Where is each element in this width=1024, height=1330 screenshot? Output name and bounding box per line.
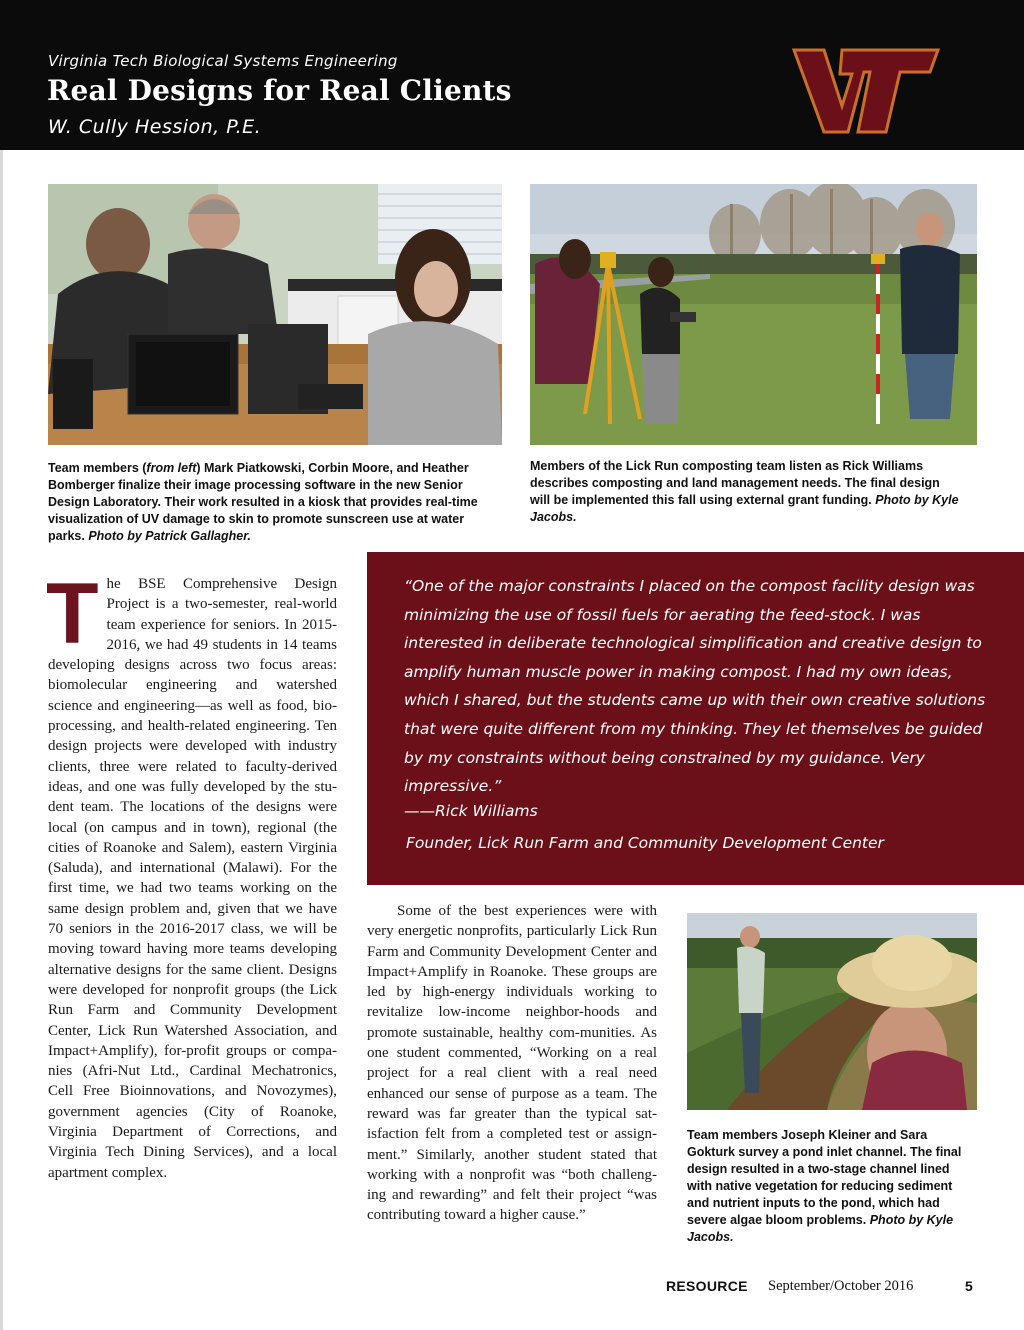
pull-quote-text: “One of the major constraints I placed on the compost facility design was minimizing the use of fossil fuels for aerating the feed-stock. I was interested in deliberate technological simplification and creative design to amplify human muscle power in making compost. I had my own ideas, which I shared, but the students came up with their own creative solutions that were quite different from my thinking. They let themselves be guided by my constraints without being constrained by my guidance. Very impressive.” (404, 577, 986, 796)
page-edge (0, 150, 3, 1330)
footer-page-number: 5 (965, 1278, 973, 1294)
footer-publication: RESOURCE (666, 1278, 748, 1294)
caption-lab-pre: Team members ( (48, 461, 147, 475)
photo-caption-field (530, 458, 960, 526)
article-body-column-middle (367, 901, 657, 1226)
caption-channel-credit: Photo by Kyle Jacobs. (687, 1213, 954, 1244)
page-header (0, 0, 1024, 150)
photo-lab-team (48, 184, 502, 445)
caption-lab-credit: Photo by Patrick Gallagher. (88, 529, 251, 543)
article-body-column-left (46, 566, 337, 1183)
caption-field-credit: Photo by Kyle Jacobs. (530, 493, 959, 524)
caption-field-text: Members of the Lick Run composting team listen as Rick Williams describes composting and land management needs. The final design will be implemented this fall using external grant funding. (530, 459, 940, 507)
pull-quote-attribution: ——Rick Williams (404, 802, 538, 820)
photo-field-team (530, 184, 977, 445)
footer-issue-date: September/October 2016 (768, 1278, 914, 1294)
photo-caption-channel (687, 1127, 977, 1246)
caption-lab-emphasis: from left (146, 461, 197, 475)
drop-cap: T (46, 566, 99, 662)
caption-channel-text: Team members Joseph Kleiner and Sara Gokturk survey a pond inlet channel. The final design resulted in a two-stage channel lined with native vegetation for reducing sediment and nutrient inputs to the pond, which had severe algae bloom problems. (687, 1128, 962, 1227)
article-paragraph-2: Some of the best experiences were with very energetic nonprofits, particularly Lick Run Farm and Community Development Center and Impact+Amplify in Roanoke. These groups are led by high-energy individuals working to revitalize low-income neighbor-hoods and promote sustainable, healthy com-munities. As one student commented, “Working on a real project for a real client with a real need enhanced our sense of purpose as a team. The reward was far greater than the typical sat-isfaction felt from a completed test or assign-ment.” Similarly, another student stated that working with a nonprofit was “both challeng-ing and rewarding” and felt their project “was contributing toward a higher cause.” (367, 903, 657, 1224)
photo-channel-survey (687, 913, 977, 1110)
caption-lab-text: ) Mark Piatkowski, Corbin Moore, and Heather Bomberger finalize their image processing software in the new Senior Design Laboratory. Their work resulted in a kiosk that provides real-time visualization of UV damage to skin to promote sunscreen use at water parks. (48, 461, 478, 543)
article-author: W. Cully Hession, P.E. (48, 116, 262, 138)
pull-quote-role: Founder, Lick Run Farm and Community Development Center (406, 834, 884, 852)
article-title: Real Designs for Real Clients (47, 74, 512, 107)
photo-caption-lab (48, 460, 502, 545)
vt-logo-icon (790, 44, 940, 136)
article-paragraph-1: he BSE Comprehensive Design Project is a two-semester, real-world team experience for seniors. In 2015-2016, we had 49 students in 14 teams developing designs across two focus areas: biomolecular engineering and watershed science and engineering—as well as food, bio-processing, and health-related engineering. Ten design projects were developed with industry clients, three were related to faculty-derived ideas, and one was fully developed by the stu-dent team. The locations of the designs were local (on campus and in town), regional (the cities of Roanoke and Salem), eastern Virginia (Saluda), and international (Malawi). For the first time, we had two teams working on the same design problem and, given that we have 70 seniors in the 2016-2017 class, we will be moving toward having more teams developing alternative designs for the same client. Designs were developed for nonprofit groups (the Lick Run Farm and Community Development Center, Lick Run Watershed Association, and Impact+Amplify), for-profit groups or compa-nies (Afri-Nut Ltd., Cardinal Mechatronics, Cell Free Bioinnovations, and Novozymes), government agencies (City of Roanoke, Virginia Department of Corrections, and Virginia Tech Dining Services), and a local apartment complex. (48, 576, 337, 1181)
pull-quote-box (367, 552, 1024, 885)
department-name: Virginia Tech Biological Systems Engineering (48, 52, 398, 70)
